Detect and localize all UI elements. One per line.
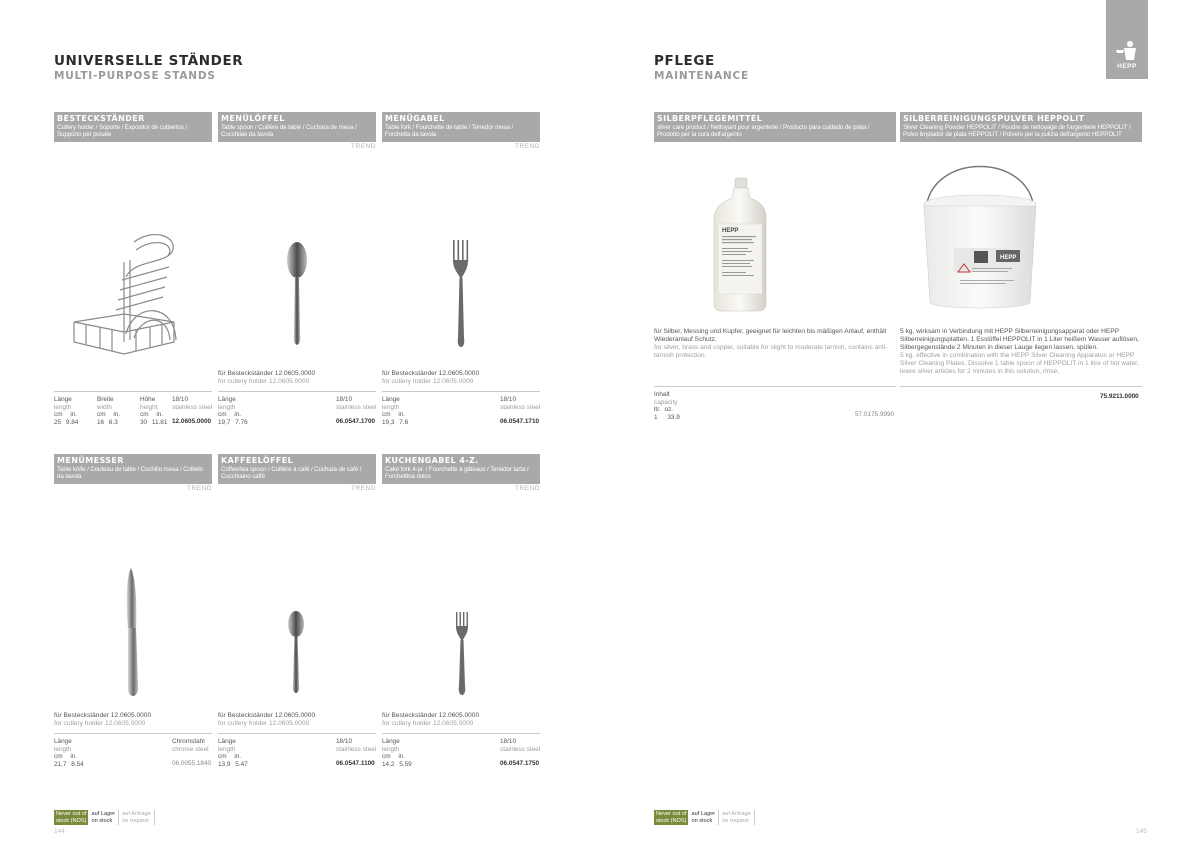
value-width-in: 6.3 <box>108 418 118 426</box>
article-number: 75.9211.0000 <box>1100 393 1139 400</box>
product-name: BESTECKSTÄNDER <box>57 114 145 123</box>
spec-material: Chromstahl chrome steel <box>172 738 209 753</box>
brand-tab <box>1106 0 1148 79</box>
product-header-kuchengabel <box>382 454 540 484</box>
spec-material: 18/10 stainless steel <box>500 738 541 753</box>
product-name: KAFFEELÖFFEL <box>221 456 294 465</box>
spec-values <box>54 411 78 426</box>
spec-material: 18/10 stainless steel <box>172 396 213 411</box>
right-page-subtitle: MAINTENANCE <box>654 70 749 82</box>
trend-label: TREND <box>350 143 376 150</box>
never-out-of-stock-badge: Never out of stock (NOS) <box>56 811 87 824</box>
on-stock-label: auf Lager on stock <box>88 810 119 825</box>
product-desc: Table knife / Couteau de table / Cuchillo mesa / Coltello da tavola <box>57 466 203 480</box>
powder-bucket-image <box>920 156 1040 314</box>
caption-en: for cutlery holder 12.0605.0000 <box>54 720 146 727</box>
value-height-cm: 30 <box>140 418 148 426</box>
product-desc: Cake fork 4-pr. / Fourchette à gâteaux / Tenedor tarta / Forchettina dolce <box>385 466 529 480</box>
table-knife-image <box>122 566 144 702</box>
caption-de: für Besteckständer 12.0605.0000 <box>218 712 316 719</box>
spec-length: Länge length cm in. 19,3 7.6 <box>382 396 409 426</box>
caption-menumesser <box>54 712 151 728</box>
trend-label: TREND <box>514 143 540 150</box>
spec-material: 18/10 stainless steel <box>500 396 541 411</box>
product-name: SILBERPFLEGEMITTEL <box>657 114 763 123</box>
divider <box>54 391 212 392</box>
product-header-menugabel <box>382 112 540 142</box>
caption-de: für Besteckständer 12.0605.0000 <box>382 712 480 719</box>
article-number: 57.0175.9990 <box>855 411 895 418</box>
description-en: 5 kg, effective in combination with the HEPP Silver Cleaning Apparatus or HEPP Silver Cleaning Plates. Dissolve 1 table spoon of HEPPOLIT in 1 litre of hot water, leave silver articles for 2 minutes in this solution, rinse. <box>900 352 1139 375</box>
divider <box>218 733 376 734</box>
product-name: KUCHENGABEL 4-Z. <box>385 456 479 465</box>
page-number-left: 144 <box>54 828 65 835</box>
left-page-title: UNIVERSELLE STÄNDER <box>54 53 244 69</box>
trend-label: TREND <box>514 485 540 492</box>
unit-in: in. <box>70 411 78 418</box>
stock-legend <box>54 810 155 825</box>
caption-menuloeffel <box>218 370 315 386</box>
on-request-label: auf Anfrage on request <box>719 810 755 825</box>
hepp-logo-icon <box>1114 40 1140 62</box>
table-fork-image <box>448 238 474 360</box>
bucket-brand-text: HEPP <box>1000 255 1017 261</box>
spec-length: Länge length cm in. 19,7 7.76 <box>218 396 248 426</box>
stock-legend <box>654 810 755 825</box>
caption-de: für Besteckständer 12.0605.0000 <box>382 370 480 377</box>
trend-label: TREND <box>350 485 376 492</box>
divider <box>382 733 540 734</box>
spec-width: Breite width <box>97 396 114 411</box>
product-header-menumesser <box>54 454 212 484</box>
on-stock-label: auf Lager on stock <box>688 810 719 825</box>
caption-en: for cutlery holder 12.0605.0000 <box>382 720 474 727</box>
product-header-silberpflegemittel <box>654 112 896 142</box>
spec-length: Länge length cm in. 21,7 8.54 <box>54 738 84 768</box>
article-number: 06.0547.1700 <box>336 418 376 425</box>
left-page-subtitle: MULTI-PURPOSE STANDS <box>54 70 216 82</box>
caption-de: für Besteckständer 12.0605.0000 <box>54 712 152 719</box>
description-de: für Silber, Messing und Kupfer, geeignet für leichten bis mäßigen Anlauf, enthält Wiederanlauf Schutz. <box>654 328 887 343</box>
value-length-in: 9.84 <box>65 418 79 426</box>
product-name: MENÜMESSER <box>57 456 124 465</box>
article-number: 12.0605.0000 <box>172 418 212 425</box>
unit-cm: cm <box>54 411 63 418</box>
product-desc: Table fork / Fourchette de table / Tenedor mesa / Forchetta da tavola <box>385 124 514 138</box>
caption-menugabel <box>382 370 479 386</box>
description-de: 5 kg, wirksam in Verbindung mit HEPP Silberreinigungsapparat oder HEPP Silberreinigungsplatten. 1 Esslöffel HEPPOLIT in 1 Liter heißem Wasser auflösen, Silbergegenstände 2 Minuten in dieser Lauge liegen lassen, spülen. <box>900 328 1139 351</box>
article-number: 06.0055.1840 <box>172 760 212 767</box>
spec-length: Länge length <box>54 396 72 411</box>
product-desc: Cutlery holder / Soporte / Expositor de cubiertos / Supporto per posate <box>57 124 188 138</box>
caption-kaffeeloeffel <box>218 712 315 728</box>
product-desc: silver care product / Nettoyant pour argenterie / Producto para cuidado de plata / Prodotto per la cura dell'argento <box>657 124 870 138</box>
description-en: for silver, brass and copper, suitable for slight to moderate tarnish, contains anti-tarnish protection. <box>654 344 888 359</box>
caption-kuchengabel <box>382 712 479 728</box>
coffee-spoon-image <box>286 610 306 702</box>
spec-material: 18/10 stainless steel <box>336 396 377 411</box>
cake-fork-image <box>452 610 472 702</box>
product-desc: Table spoon / Cuillère de table / Cuchara de mesa / Cucchiaio da tavola <box>221 124 357 138</box>
product-header-kaffeeloeffel <box>218 454 376 484</box>
on-request-label: auf Anfrage on request <box>119 810 155 825</box>
product-name: MENÜLÖFFEL <box>221 114 285 123</box>
caption-de: für Besteckständer 12.0605.0000 <box>218 370 316 377</box>
divider <box>382 391 540 392</box>
spec-material: 18/10 stainless steel <box>336 738 377 753</box>
spec-values: cm in. 16 6.3 <box>97 411 121 426</box>
product-name: MENÜGABEL <box>385 114 445 123</box>
spec-length: Länge length cm in. 14,2 5.59 <box>382 738 412 768</box>
page-number-right: 145 <box>1136 828 1147 835</box>
never-out-of-stock-badge: Never out of stock (NOS) <box>656 811 687 824</box>
divider <box>218 391 376 392</box>
trend-label: TREND <box>186 485 212 492</box>
description-silberpulver <box>900 328 1142 376</box>
table-spoon-image <box>284 240 310 360</box>
value-width-cm: 16 <box>97 418 105 426</box>
divider <box>900 386 1142 387</box>
cleaning-bottle-image <box>710 176 770 312</box>
caption-en: for cutlery holder 12.0605.0000 <box>218 378 310 385</box>
product-desc: Silver Cleaning Powder HEPPOLIT / Poudre de nettoyage de l'argenterie HEPPOLIT / Polvo limpiador de plata HEPPOLIT / Polvere per la pulizia dell'argento HEPPOLIT <box>903 124 1131 138</box>
description-silberpflegemittel <box>654 328 892 360</box>
product-header-silberpulver <box>900 112 1142 142</box>
caption-en: for cutlery holder 12.0605.0000 <box>218 720 310 727</box>
product-name: SILBERREINIGUNGSPULVER HEPPOLIT <box>903 114 1085 123</box>
spec-height: Höhe height <box>140 396 158 411</box>
caption-en: for cutlery holder 12.0605.0000 <box>382 378 474 385</box>
product-header-besteckstaender <box>54 112 212 142</box>
article-number: 06.0547.1100 <box>336 760 375 767</box>
article-number: 06.0547.1710 <box>500 418 540 425</box>
product-desc: Coffee/tea spoon / Cuillère à café / Cuchara de café / Cucchiaino caffè <box>221 466 362 480</box>
spec-length: Länge length cm in. 13,9 5.47 <box>218 738 248 768</box>
divider <box>654 386 896 387</box>
right-page-title: PFLEGE <box>654 53 715 69</box>
product-header-menuloeffel <box>218 112 376 142</box>
value-height-in: 11.81 <box>151 418 168 426</box>
spec-values: cm in. 30 11.81 <box>140 411 168 426</box>
divider <box>54 733 212 734</box>
value-length-cm: 25 <box>54 418 62 426</box>
cutlery-holder-image <box>64 222 184 362</box>
brand-logo-text: HEPP <box>1117 63 1137 70</box>
bottle-brand-text: HEPP <box>722 228 739 234</box>
spec-capacity: Inhalt capacity ltr. oz. 1 33.9 <box>654 391 680 421</box>
article-number: 06.0547.1750 <box>500 760 540 767</box>
